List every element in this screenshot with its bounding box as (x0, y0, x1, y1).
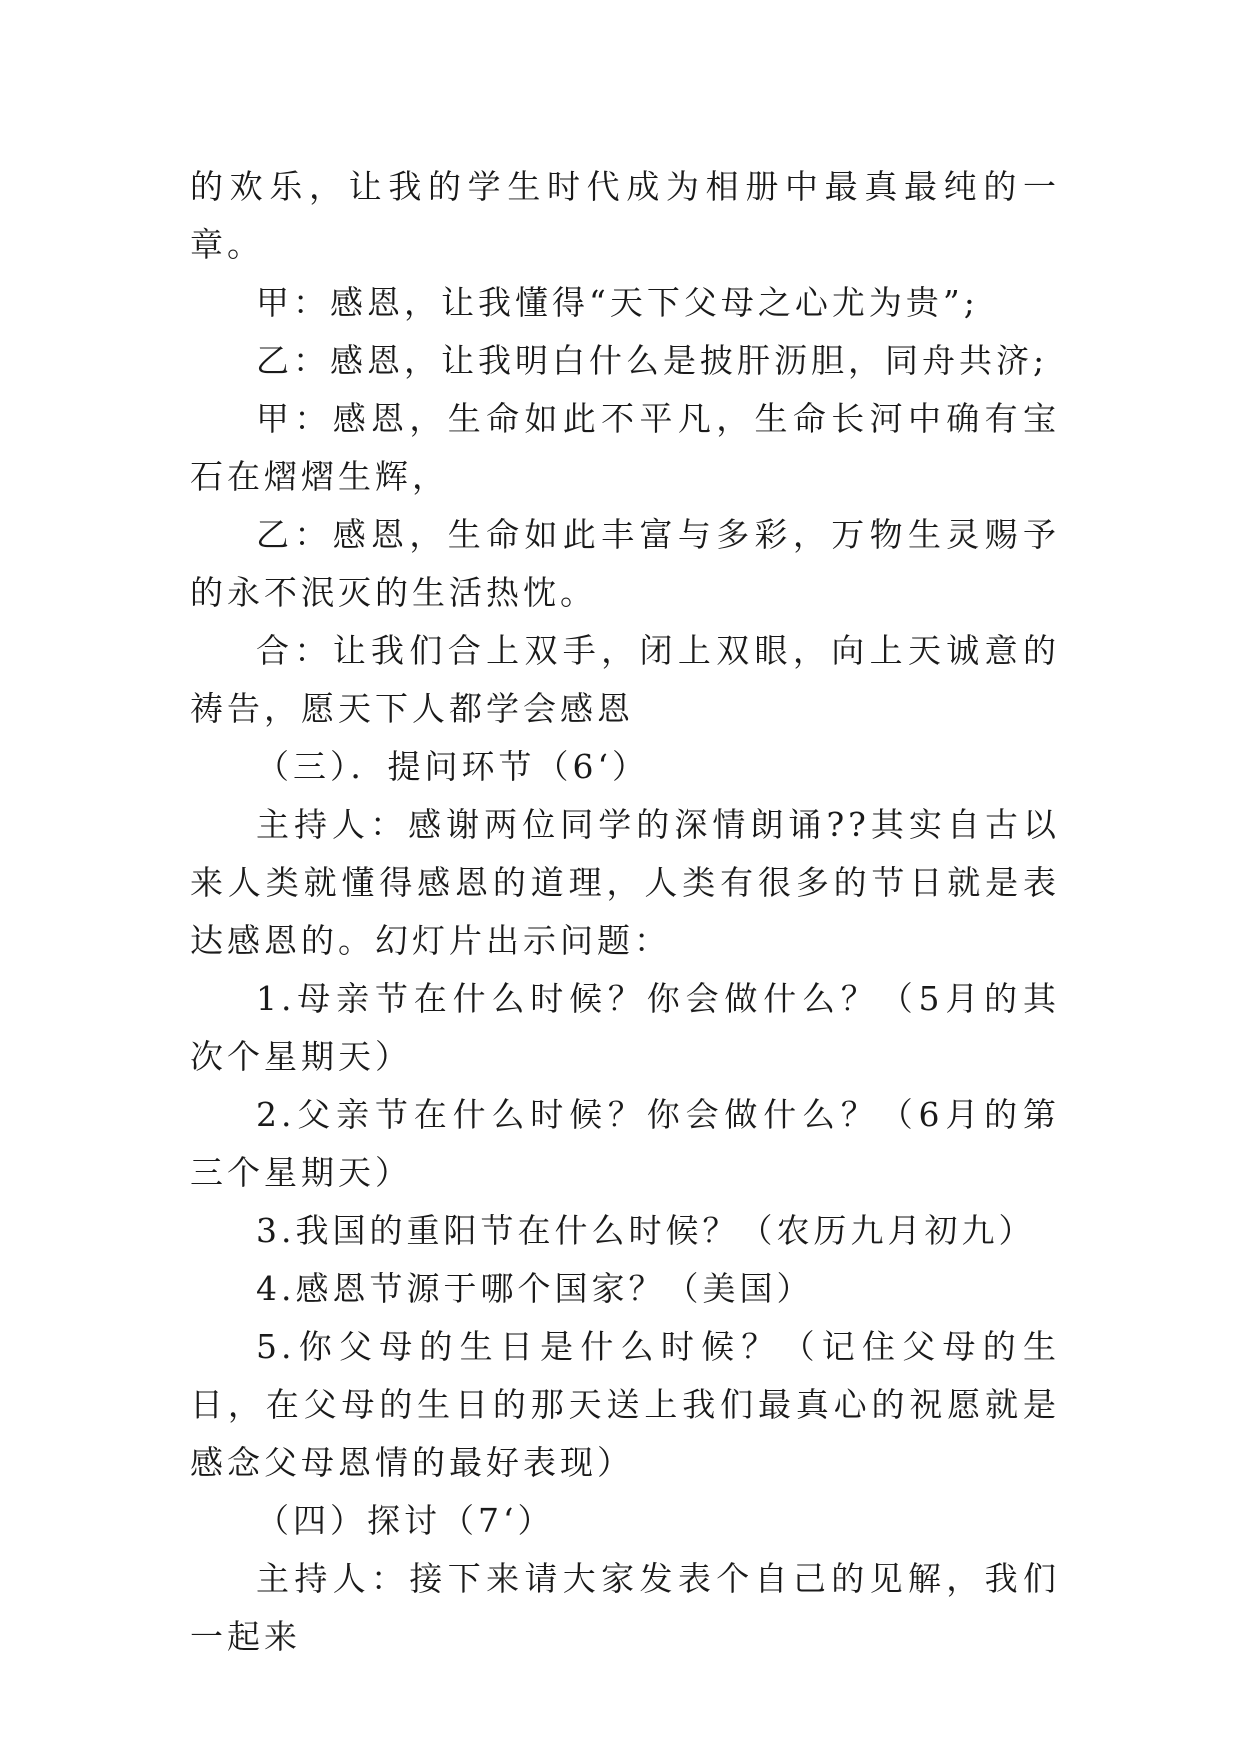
question-item-5: 5.你父母的生日是什么时候？（记住父母的生日，在父母的生日的那天送上我们最真心的祝愿就是感念父母恩情的最好表现） (190, 1327, 1060, 1482)
question-item-1: 1.母亲节在什么时候？你会做什么？（5月的其次个星期天） (190, 979, 1060, 1076)
question-item-4: 4.感恩节源于哪个国家？（美国） (256, 1269, 814, 1308)
question-item-2: 2.父亲节在什么时候？你会做什么？（6月的第三个星期天） (190, 1095, 1060, 1192)
paragraph-host-intro: 主持人：感谢两位同学的深情朗诵??其实自古以来人类就懂得感恩的道理，人类有很多的节日就是表达感恩的。幻灯片出示问题： (190, 805, 1060, 960)
paragraph-host-discussion: 主持人：接下来请大家发表个自己的见解，我们一起来 (190, 1559, 1060, 1656)
question-item-3: 3.我国的重阳节在什么时候？（农历九月初九） (256, 1211, 1036, 1250)
section-heading-questions: （三）．提问环节（6‘） (256, 747, 649, 786)
paragraph-yi-1: 乙：感恩，让我明白什么是披肝沥胆，同舟共济; (256, 341, 1049, 380)
paragraph-jia-1: 甲：感恩，让我懂得“天下父母之心尤为贵”; (256, 283, 979, 322)
paragraph-jia-2: 甲：感恩，生命如此不平凡，生命长河中确有宝石在熠熠生辉， (190, 399, 1060, 496)
paragraph-together: 合：让我们合上双手，闭上双眼，向上天诚意的祷告，愿天下人都学会感恩 (190, 631, 1060, 728)
section-heading-discussion: （四）探讨（7‘） (256, 1501, 555, 1540)
paragraph-continuation: 的欢乐，让我的学生时代成为相册中最真最纯的一章。 (190, 167, 1060, 264)
document-body (190, 158, 1060, 1666)
paragraph-yi-2: 乙：感恩，生命如此丰富与多彩，万物生灵赐予的永不泯灭的生活热忱。 (190, 515, 1060, 612)
